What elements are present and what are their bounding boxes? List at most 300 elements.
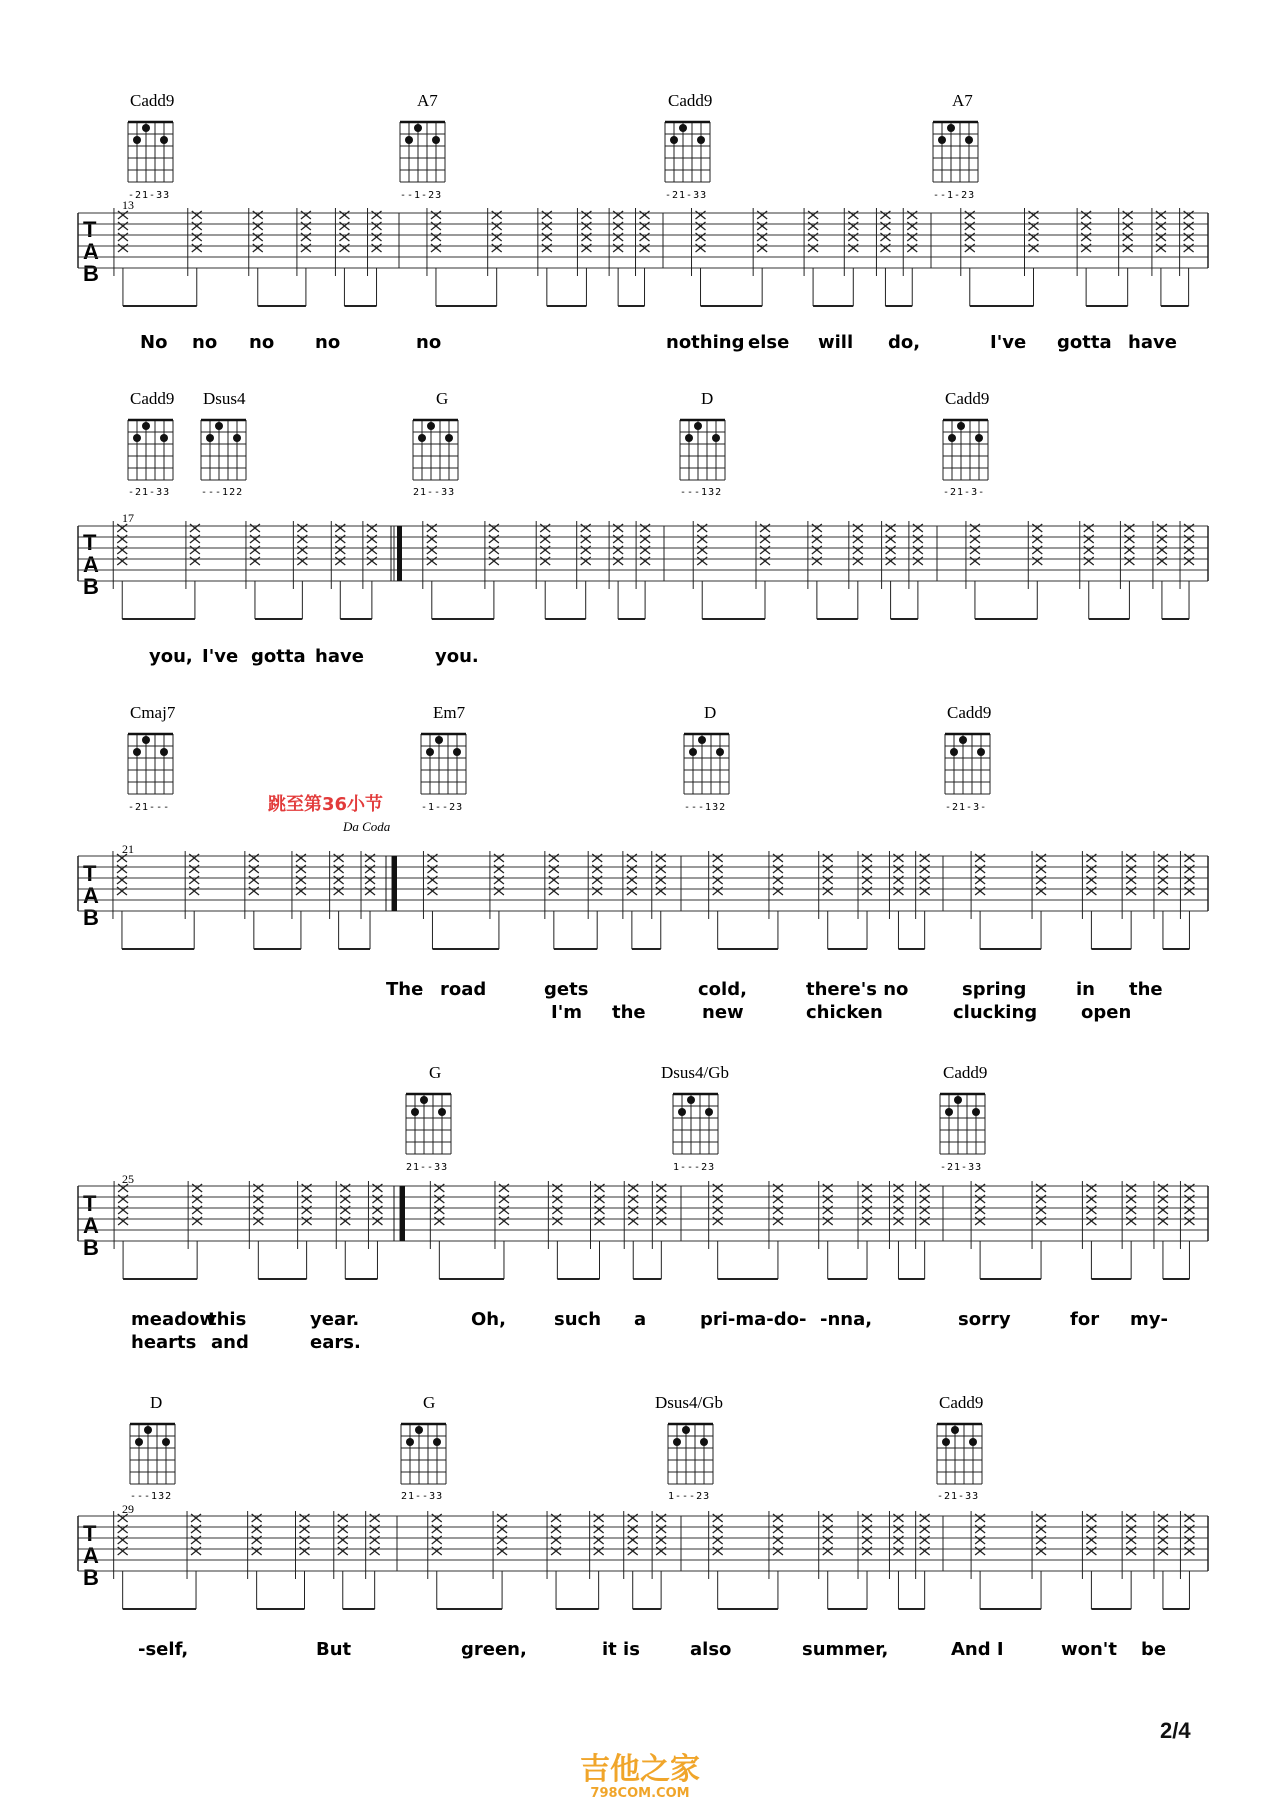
chord-name: Cmaj7 <box>130 703 176 722</box>
muted-strum-x <box>975 1217 985 1225</box>
muted-strum-x <box>494 887 504 895</box>
muted-strum-x <box>1036 1206 1046 1214</box>
muted-strum-x <box>1084 535 1094 543</box>
finger-dot <box>433 1438 441 1446</box>
muted-strum-x <box>812 546 822 554</box>
muted-strum-x <box>367 546 377 554</box>
muted-strum-x <box>489 524 499 532</box>
muted-strum-x <box>628 1514 638 1522</box>
muted-strum-x <box>862 1547 872 1555</box>
tab-clef-a: A <box>83 883 99 908</box>
muted-strum-x <box>862 1514 872 1522</box>
muted-strum-x <box>697 524 707 532</box>
muted-strum-x <box>713 876 723 884</box>
muted-strum-x <box>627 887 637 895</box>
muted-strum-x <box>335 524 345 532</box>
finger-dot <box>687 1096 695 1104</box>
muted-strum-x <box>886 557 896 565</box>
muted-strum-x <box>540 524 550 532</box>
lyric: for <box>1070 1309 1100 1330</box>
chord-fingering: -21-33 <box>940 1162 983 1173</box>
finger-dot <box>959 736 967 744</box>
muted-strum-x <box>190 557 200 565</box>
finger-dot <box>700 1438 708 1446</box>
muted-strum-x <box>1184 546 1194 554</box>
muted-strum-x <box>118 222 128 230</box>
muted-strum-x <box>1124 524 1134 532</box>
chord-name: D <box>701 389 714 408</box>
chord-name: Dsus4/Gb <box>655 1393 724 1412</box>
muted-strum-x <box>432 1514 442 1522</box>
muted-strum-x <box>1126 865 1136 873</box>
muted-strum-x <box>1086 1184 1096 1192</box>
muted-strum-x <box>1028 211 1038 219</box>
muted-strum-x <box>253 1195 263 1203</box>
muted-strum-x <box>117 524 127 532</box>
muted-strum-x <box>627 854 637 862</box>
muted-strum-x <box>1036 887 1046 895</box>
muted-strum-x <box>549 865 559 873</box>
muted-strum-x <box>808 222 818 230</box>
muted-strum-x <box>190 524 200 532</box>
finger-dot <box>133 748 141 756</box>
muted-strum-x <box>1156 244 1166 252</box>
muted-strum-x <box>1157 524 1167 532</box>
muted-strum-x <box>1184 1206 1194 1214</box>
lyric: it is <box>602 1639 640 1660</box>
muted-strum-x <box>713 865 723 873</box>
muted-strum-x <box>592 865 602 873</box>
muted-strum-x <box>1126 876 1136 884</box>
muted-strum-x <box>594 1547 604 1555</box>
muted-strum-x <box>862 1536 872 1544</box>
lyrics-line-1 <box>140 332 1177 353</box>
finger-dot <box>133 136 141 144</box>
muted-strum-x <box>1081 244 1091 252</box>
muted-strum-x <box>497 1536 507 1544</box>
tab-clef-t: T <box>83 530 97 555</box>
muted-strum-x <box>192 1184 202 1192</box>
finger-dot <box>685 434 693 442</box>
muted-strum-x <box>1124 557 1134 565</box>
muted-strum-x <box>920 1547 930 1555</box>
finger-dot <box>142 422 150 430</box>
finger-dot <box>969 1438 977 1446</box>
lyric: hearts <box>131 1332 197 1353</box>
finger-dot <box>405 136 413 144</box>
chord-fingering: -1--23 <box>421 802 464 813</box>
muted-strum-x <box>581 524 591 532</box>
muted-strum-x <box>301 233 311 241</box>
lyrics-line-1 <box>131 1309 1168 1330</box>
muted-strum-x <box>862 887 872 895</box>
chord-name: Cadd9 <box>939 1393 984 1412</box>
muted-strum-x <box>494 865 504 873</box>
muted-strum-x <box>1126 1195 1136 1203</box>
finger-dot <box>965 136 973 144</box>
muted-strum-x <box>299 1525 309 1533</box>
muted-strum-x <box>1084 524 1094 532</box>
muted-strum-x <box>1036 865 1046 873</box>
muted-strum-x <box>297 535 307 543</box>
muted-strum-x <box>773 1217 783 1225</box>
muted-strum-x <box>1156 222 1166 230</box>
finger-dot <box>697 136 705 144</box>
lyric: year. <box>310 1309 360 1330</box>
muted-strum-x <box>334 854 344 862</box>
muted-strum-x <box>1156 233 1166 241</box>
finger-dot <box>142 124 150 132</box>
muted-strum-x <box>1184 1525 1194 1533</box>
muted-strum-x <box>117 865 127 873</box>
muted-strum-x <box>492 233 502 241</box>
muted-strum-x <box>893 1195 903 1203</box>
muted-strum-x <box>542 211 552 219</box>
tab-clef-b: B <box>83 905 99 930</box>
muted-strum-x <box>372 1206 382 1214</box>
muted-strum-x <box>192 244 202 252</box>
muted-strum-x <box>920 865 930 873</box>
finger-dot <box>673 1438 681 1446</box>
muted-strum-x <box>757 233 767 241</box>
muted-strum-x <box>334 865 344 873</box>
muted-strum-x <box>1184 1514 1194 1522</box>
muted-strum-x <box>427 546 437 554</box>
muted-strum-x <box>970 546 980 554</box>
muted-strum-x <box>1081 233 1091 241</box>
muted-strum-x <box>1086 887 1096 895</box>
lyric: spring <box>962 979 1027 1000</box>
muted-strum-x <box>773 854 783 862</box>
muted-strum-x <box>253 211 263 219</box>
muted-strum-x <box>253 1184 263 1192</box>
muted-strum-x <box>1184 244 1194 252</box>
muted-strum-x <box>1157 546 1167 554</box>
finger-dot <box>951 1426 959 1434</box>
muted-strum-x <box>613 222 623 230</box>
muted-strum-x <box>965 244 975 252</box>
muted-strum-x <box>302 1206 312 1214</box>
lyric: Oh, <box>471 1309 506 1330</box>
muted-strum-x <box>773 1206 783 1214</box>
finger-dot <box>712 434 720 442</box>
muted-strum-x <box>427 865 437 873</box>
chord-name: Cadd9 <box>130 389 175 408</box>
muted-strum-x <box>823 854 833 862</box>
finger-dot <box>945 1108 953 1116</box>
muted-strum-x <box>372 1184 382 1192</box>
muted-strum-x <box>118 1206 128 1214</box>
finger-dot <box>689 748 697 756</box>
muted-strum-x <box>427 876 437 884</box>
chord-name: Cadd9 <box>130 91 175 110</box>
muted-strum-x <box>372 222 382 230</box>
muted-strum-x <box>970 535 980 543</box>
muted-strum-x <box>1123 222 1133 230</box>
muted-strum-x <box>1184 887 1194 895</box>
muted-strum-x <box>773 1525 783 1533</box>
finger-dot <box>406 1438 414 1446</box>
muted-strum-x <box>1086 876 1096 884</box>
finger-dot <box>948 434 956 442</box>
muted-strum-x <box>640 233 650 241</box>
finger-dot <box>233 434 241 442</box>
muted-strum-x <box>628 1184 638 1192</box>
muted-strum-x <box>339 244 349 252</box>
finger-dot <box>411 1108 419 1116</box>
muted-strum-x <box>862 876 872 884</box>
muted-strum-x <box>640 211 650 219</box>
muted-strum-x <box>365 865 375 873</box>
muted-strum-x <box>1123 244 1133 252</box>
muted-strum-x <box>118 211 128 219</box>
muted-strum-x <box>656 887 666 895</box>
muted-strum-x <box>640 524 650 532</box>
muted-strum-x <box>250 524 260 532</box>
finger-dot <box>698 736 706 744</box>
muted-strum-x <box>367 524 377 532</box>
tab-clef-b: B <box>83 574 99 599</box>
muted-strum-x <box>427 535 437 543</box>
muted-strum-x <box>190 535 200 543</box>
muted-strum-x <box>192 233 202 241</box>
muted-strum-x <box>365 887 375 895</box>
muted-strum-x <box>594 1514 604 1522</box>
lyric: summer, <box>802 1639 889 1660</box>
muted-strum-x <box>118 1217 128 1225</box>
page-number: 2/4 <box>1160 1718 1191 1743</box>
muted-strum-x <box>489 546 499 554</box>
muted-strum-x <box>975 1547 985 1555</box>
jump-instruction: 跳至第36小节 <box>268 794 384 815</box>
chord-fingering: 1---23 <box>673 1162 716 1173</box>
muted-strum-x <box>975 1514 985 1522</box>
muted-strum-x <box>1086 1206 1096 1214</box>
muted-strum-x <box>434 1195 444 1203</box>
muted-strum-x <box>913 535 923 543</box>
muted-strum-x <box>853 557 863 565</box>
muted-strum-x <box>299 1514 309 1522</box>
muted-strum-x <box>812 524 822 532</box>
muted-strum-x <box>862 1525 872 1533</box>
lyric: you, <box>149 646 193 667</box>
muted-strum-x <box>542 222 552 230</box>
finger-dot <box>142 736 150 744</box>
lyric: be <box>1141 1639 1167 1660</box>
muted-strum-x <box>886 546 896 554</box>
muted-strum-x <box>862 1206 872 1214</box>
muted-strum-x <box>1084 546 1094 554</box>
muted-strum-x <box>595 1195 605 1203</box>
muted-strum-x <box>975 887 985 895</box>
finger-dot <box>426 748 434 756</box>
lyric: open <box>1081 1002 1132 1023</box>
muted-strum-x <box>1184 1217 1194 1225</box>
muted-strum-x <box>640 546 650 554</box>
muted-strum-x <box>549 887 559 895</box>
muted-strum-x <box>907 222 917 230</box>
muted-strum-x <box>613 211 623 219</box>
muted-strum-x <box>713 887 723 895</box>
muted-strum-x <box>975 876 985 884</box>
lyric: there's no <box>806 979 909 1000</box>
muted-strum-x <box>697 535 707 543</box>
muted-strum-x <box>893 865 903 873</box>
tab-clef-t: T <box>83 1521 97 1546</box>
muted-strum-x <box>302 1184 312 1192</box>
muted-strum-x <box>427 887 437 895</box>
muted-strum-x <box>853 546 863 554</box>
muted-strum-x <box>853 535 863 543</box>
site-logo <box>560 1744 720 1801</box>
muted-strum-x <box>552 1195 562 1203</box>
chord-fingering: -21-33 <box>128 487 171 498</box>
muted-strum-x <box>920 1536 930 1544</box>
muted-strum-x <box>1126 1547 1136 1555</box>
muted-strum-x <box>595 1217 605 1225</box>
muted-strum-x <box>192 1217 202 1225</box>
finger-dot <box>975 434 983 442</box>
finger-dot <box>957 422 965 430</box>
muted-strum-x <box>339 233 349 241</box>
muted-strum-x <box>1032 557 1042 565</box>
measure-number: 21 <box>122 842 134 856</box>
muted-strum-x <box>1184 1195 1194 1203</box>
muted-strum-x <box>1086 1217 1096 1225</box>
chord-fingering: 21--33 <box>406 1162 449 1173</box>
muted-strum-x <box>192 211 202 219</box>
muted-strum-x <box>365 876 375 884</box>
finger-dot <box>427 422 435 430</box>
muted-strum-x <box>913 557 923 565</box>
muted-strum-x <box>551 1514 561 1522</box>
muted-strum-x <box>760 557 770 565</box>
muted-strum-x <box>338 1547 348 1555</box>
finger-dot <box>438 1108 446 1116</box>
muted-strum-x <box>492 244 502 252</box>
muted-strum-x <box>812 535 822 543</box>
muted-strum-x <box>656 1547 666 1555</box>
muted-strum-x <box>191 1547 201 1555</box>
lyrics-line-2 <box>551 1002 1131 1023</box>
finger-dot <box>950 748 958 756</box>
muted-strum-x <box>823 865 833 873</box>
muted-strum-x <box>1036 1525 1046 1533</box>
lyrics-line-1 <box>138 1639 1166 1660</box>
muted-strum-x <box>613 546 623 554</box>
chord-fingering: -21-33 <box>937 1491 980 1502</box>
muted-strum-x <box>432 1547 442 1555</box>
muted-strum-x <box>1157 557 1167 565</box>
lyric: nothing <box>666 332 745 353</box>
jump-marker <box>268 793 391 834</box>
muted-strum-x <box>757 244 767 252</box>
muted-strum-x <box>191 1514 201 1522</box>
muted-strum-x <box>339 222 349 230</box>
muted-strum-x <box>1086 865 1096 873</box>
muted-strum-x <box>581 222 591 230</box>
muted-strum-x <box>628 1217 638 1225</box>
muted-strum-x <box>497 1514 507 1522</box>
muted-strum-x <box>627 876 637 884</box>
muted-strum-x <box>893 876 903 884</box>
muted-strum-x <box>370 1547 380 1555</box>
muted-strum-x <box>434 1206 444 1214</box>
lyric: gotta <box>1057 332 1112 353</box>
muted-strum-x <box>494 854 504 862</box>
muted-strum-x <box>1036 1536 1046 1544</box>
muted-strum-x <box>338 1525 348 1533</box>
tab-clef-a: A <box>83 1543 99 1568</box>
muted-strum-x <box>812 557 822 565</box>
muted-strum-x <box>975 1195 985 1203</box>
chord-fingering: -21-3- <box>943 487 986 498</box>
muted-strum-x <box>1156 211 1166 219</box>
chord-name: G <box>423 1393 436 1412</box>
lyric: in <box>1076 979 1095 1000</box>
muted-strum-x <box>1126 1184 1136 1192</box>
muted-strum-x <box>296 854 306 862</box>
muted-strum-x <box>975 865 985 873</box>
muted-strum-x <box>1158 1547 1168 1555</box>
muted-strum-x <box>823 1536 833 1544</box>
muted-strum-x <box>893 1184 903 1192</box>
muted-strum-x <box>540 546 550 554</box>
muted-strum-x <box>250 535 260 543</box>
muted-strum-x <box>823 1514 833 1522</box>
muted-strum-x <box>886 535 896 543</box>
muted-strum-x <box>697 557 707 565</box>
muted-strum-x <box>192 1206 202 1214</box>
lyric: and <box>211 1332 249 1353</box>
lyric: have <box>1128 332 1177 353</box>
chord-fingering: ---132 <box>680 487 723 498</box>
muted-strum-x <box>757 211 767 219</box>
muted-strum-x <box>773 865 783 873</box>
repeat-bar <box>397 526 402 581</box>
lyric: -self, <box>138 1639 189 1660</box>
finger-dot <box>942 1438 950 1446</box>
finger-dot <box>947 124 955 132</box>
muted-strum-x <box>581 546 591 554</box>
tab-clef-t: T <box>83 217 97 242</box>
lyric: the <box>612 1002 646 1023</box>
muted-strum-x <box>1036 1547 1046 1555</box>
muted-strum-x <box>920 1514 930 1522</box>
muted-strum-x <box>697 546 707 554</box>
muted-strum-x <box>552 1217 562 1225</box>
muted-strum-x <box>760 535 770 543</box>
muted-strum-x <box>542 244 552 252</box>
tab-clef-t: T <box>83 861 97 886</box>
muted-strum-x <box>296 887 306 895</box>
muted-strum-x <box>1124 546 1134 554</box>
finger-dot <box>670 136 678 144</box>
muted-strum-x <box>118 1525 128 1533</box>
finger-dot <box>135 1438 143 1446</box>
muted-strum-x <box>549 854 559 862</box>
muted-strum-x <box>249 887 259 895</box>
measure-number: 13 <box>122 198 134 212</box>
muted-strum-x <box>427 524 437 532</box>
lyric: I've <box>202 646 239 667</box>
muted-strum-x <box>592 876 602 884</box>
muted-strum-x <box>253 244 263 252</box>
muted-strum-x <box>338 1536 348 1544</box>
muted-strum-x <box>581 233 591 241</box>
muted-strum-x <box>1184 535 1194 543</box>
lyric: such <box>554 1309 602 1330</box>
